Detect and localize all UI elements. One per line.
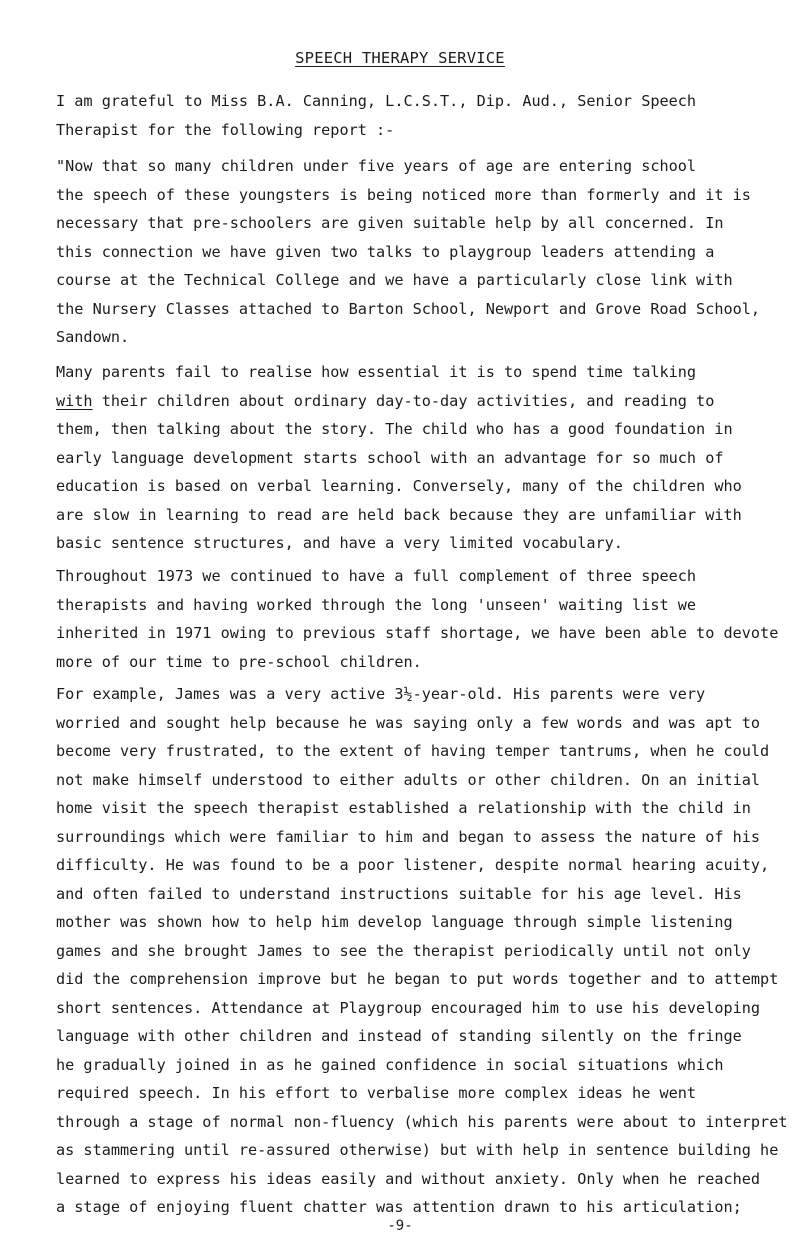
text-line: Therapist for the following report :- bbox=[56, 120, 395, 139]
text-line: and often failed to understand instructions suitable for his age level. His bbox=[56, 884, 742, 903]
text-line: the Nursery Classes attached to Barton School, Newport and Grove Road School, bbox=[56, 299, 761, 318]
text-line: Many parents fail to realise how essential it is to spend time talking bbox=[56, 363, 697, 381]
text-line: therapists and having worked through the long 'unseen' waiting list we bbox=[56, 595, 697, 614]
text-line bbox=[56, 387, 776, 416]
text-line: games and she brought James to see the therapist periodically until not only bbox=[56, 941, 751, 960]
page-number: -9- bbox=[387, 1218, 413, 1234]
text-line: worried and sought help because he was saying only a few words and was apt to bbox=[56, 713, 761, 732]
text-line: them, then talking about the story. The child who has a good foundation in bbox=[56, 420, 733, 438]
text-line: "Now that so many children under five years of age are entering school bbox=[56, 157, 697, 175]
page-title bbox=[0, 44, 800, 73]
text-line: did the comprehension improve but he began to put words together and to attempt bbox=[56, 970, 779, 988]
underlined-word: with bbox=[56, 391, 93, 410]
text-line: more of our time to pre-school children. bbox=[56, 652, 422, 671]
text-line: inherited in 1971 owing to previous staff shortage, we have been able to devote bbox=[56, 624, 779, 642]
text-line: learned to express his ideas easily and without anxiety. Only when he reached bbox=[56, 1169, 761, 1188]
text-line: as stammering until re-assured otherwise) but with help in sentence building he bbox=[56, 1141, 779, 1159]
intro-paragraph bbox=[56, 87, 776, 144]
text-line: mother was shown how to help him develop language through simple listening bbox=[56, 913, 733, 931]
page-title-text: SPEECH THERAPY SERVICE bbox=[295, 49, 505, 67]
text-line: short sentences. Attendance at Playgroup encouraged him to use his developing bbox=[56, 998, 761, 1017]
text-line: Throughout 1973 we continued to have a full complement of three speech bbox=[56, 567, 697, 585]
paragraph-nursery bbox=[56, 152, 776, 352]
paragraph-staffing bbox=[56, 562, 779, 676]
text-line: through a stage of normal non-fluency (which his parents were about to interpret bbox=[56, 1112, 788, 1131]
text-line: required speech. In his effort to verbalise more complex ideas he went bbox=[56, 1084, 697, 1102]
text-line: he gradually joined in as he gained confidence in social situations which bbox=[56, 1055, 724, 1074]
text-line: language with other children and instead of standing silently on the fringe bbox=[56, 1027, 742, 1045]
text-line: become very frustrated, to the extent of having temper tantrums, when he could bbox=[56, 742, 770, 760]
text-line: surroundings which were familiar to him and began to assess the nature of his bbox=[56, 827, 761, 846]
text-line: early language development starts school with an advantage for so much of bbox=[56, 448, 724, 467]
text-line: home visit the speech therapist established a relationship with the child in bbox=[56, 799, 751, 817]
text-line: not make himself understood to either adults or other children. On an initial bbox=[56, 770, 761, 789]
text-line: this connection we have given two talks to playgroup leaders attending a bbox=[56, 242, 715, 261]
text-line: I am grateful to Miss B.A. Canning, L.C.S.T., Dip. Aud., Senior Speech bbox=[56, 92, 697, 110]
text-line: Sandown. bbox=[56, 328, 130, 346]
text-line: difficulty. He was found to be a poor listener, despite normal hearing acuity, bbox=[56, 856, 770, 874]
text-line: the speech of these youngsters is being noticed more than formerly and it is bbox=[56, 185, 751, 204]
text-line: necessary that pre-schoolers are given suitable help by all concerned. In bbox=[56, 214, 724, 232]
text-line: course at the Technical College and we have a particularly close link with bbox=[56, 271, 733, 289]
text-line: a stage of enjoying fluent chatter was attention drawn to his articulation; bbox=[56, 1198, 742, 1216]
text-fragment: their children about ordinary day-to-day activities, and reading to bbox=[92, 391, 715, 410]
paragraph-case-study bbox=[56, 680, 788, 1222]
text-line: are slow in learning to read are held back because they are unfamiliar with bbox=[56, 505, 742, 524]
text-line: basic sentence structures, and have a very limited vocabulary. bbox=[56, 534, 623, 552]
paragraph-parents bbox=[56, 358, 776, 558]
text-line: For example, James was a very active 3½-year-old. His parents were very bbox=[56, 685, 706, 703]
text-line: education is based on verbal learning. Conversely, many of the children who bbox=[56, 477, 742, 495]
